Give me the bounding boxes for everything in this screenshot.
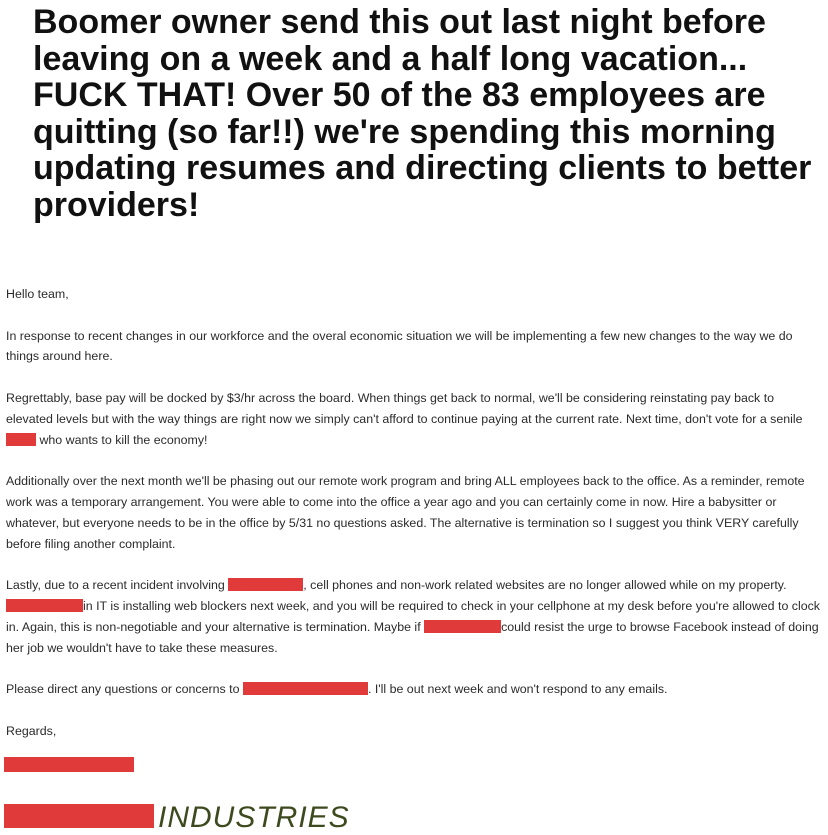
email-screenshot <box>6 284 824 762</box>
email-text: Please direct any questions or concerns to <box>6 682 243 697</box>
email-text: could resist the urge to browse Facebook instead of doing her job we wouldn't have to take these measures. <box>6 619 819 655</box>
redaction-bar <box>243 682 368 695</box>
email-greeting: Hello team, <box>6 287 69 301</box>
post-headline: Boomer owner send this out last night before leaving on a week and a half long vacation... FUCK THAT! Over 50 of the 83 employees are quitting (so far!!) we're spending this morning updating resumes and directing clients to better providers! <box>33 3 812 224</box>
email-text: in IT is installing web blockers next week, and you will be required to check in your cellphone at my desk before you're allowed to clock in. Again, this is non-negotiable and your alternative is termination. Maybe if <box>6 598 821 634</box>
email-text: who wants to kill the economy! <box>36 432 208 447</box>
redaction-bar <box>6 599 83 612</box>
email-paragraph-5 <box>6 679 824 700</box>
email-paragraph-2 <box>6 388 824 450</box>
email-text: , cell phones and non-work related websites are no longer allowed while on my property. <box>303 578 787 593</box>
email-paragraph-1: In response to recent changes in our workforce and the overal economic situation we will be implementing a few new changes to the way we do things around here. <box>6 328 793 364</box>
email-text: . I'll be out next week and won't respond to any emails. <box>367 682 668 697</box>
redaction-bar <box>424 620 501 633</box>
signature-redaction <box>4 757 134 772</box>
email-paragraph-3: Additionally over the next month we'll be phasing out our remote work program and bring ALL employees back to the office. As a reminder, remote work was a temporary arrangement. You were able to come into the office a year ago and you can certainly come in now. Hire a babysitter or whatever, but everyone needs to be in the office by 5/31 no questions asked. The alternative is termination so I suggest you think VERY carefully before filing another complaint. <box>6 474 805 551</box>
redaction-bar <box>228 578 303 591</box>
redaction-bar <box>6 433 36 446</box>
company-logo-text: INDUSTRIES <box>158 801 350 834</box>
email-text: Regrettably, base pay will be docked by $3/hr across the board. When things get back to normal, we'll be considering reinstating pay back to elevated levels but with the way things are right now we simply can't afford to continue paying at the current rate. Next time, don't vote for a senile <box>6 390 803 426</box>
logo-redaction <box>4 804 154 828</box>
email-paragraph-4 <box>6 575 824 658</box>
email-text: Lastly, due to a recent incident involving <box>6 578 229 593</box>
email-signoff: Regards, <box>6 723 57 738</box>
